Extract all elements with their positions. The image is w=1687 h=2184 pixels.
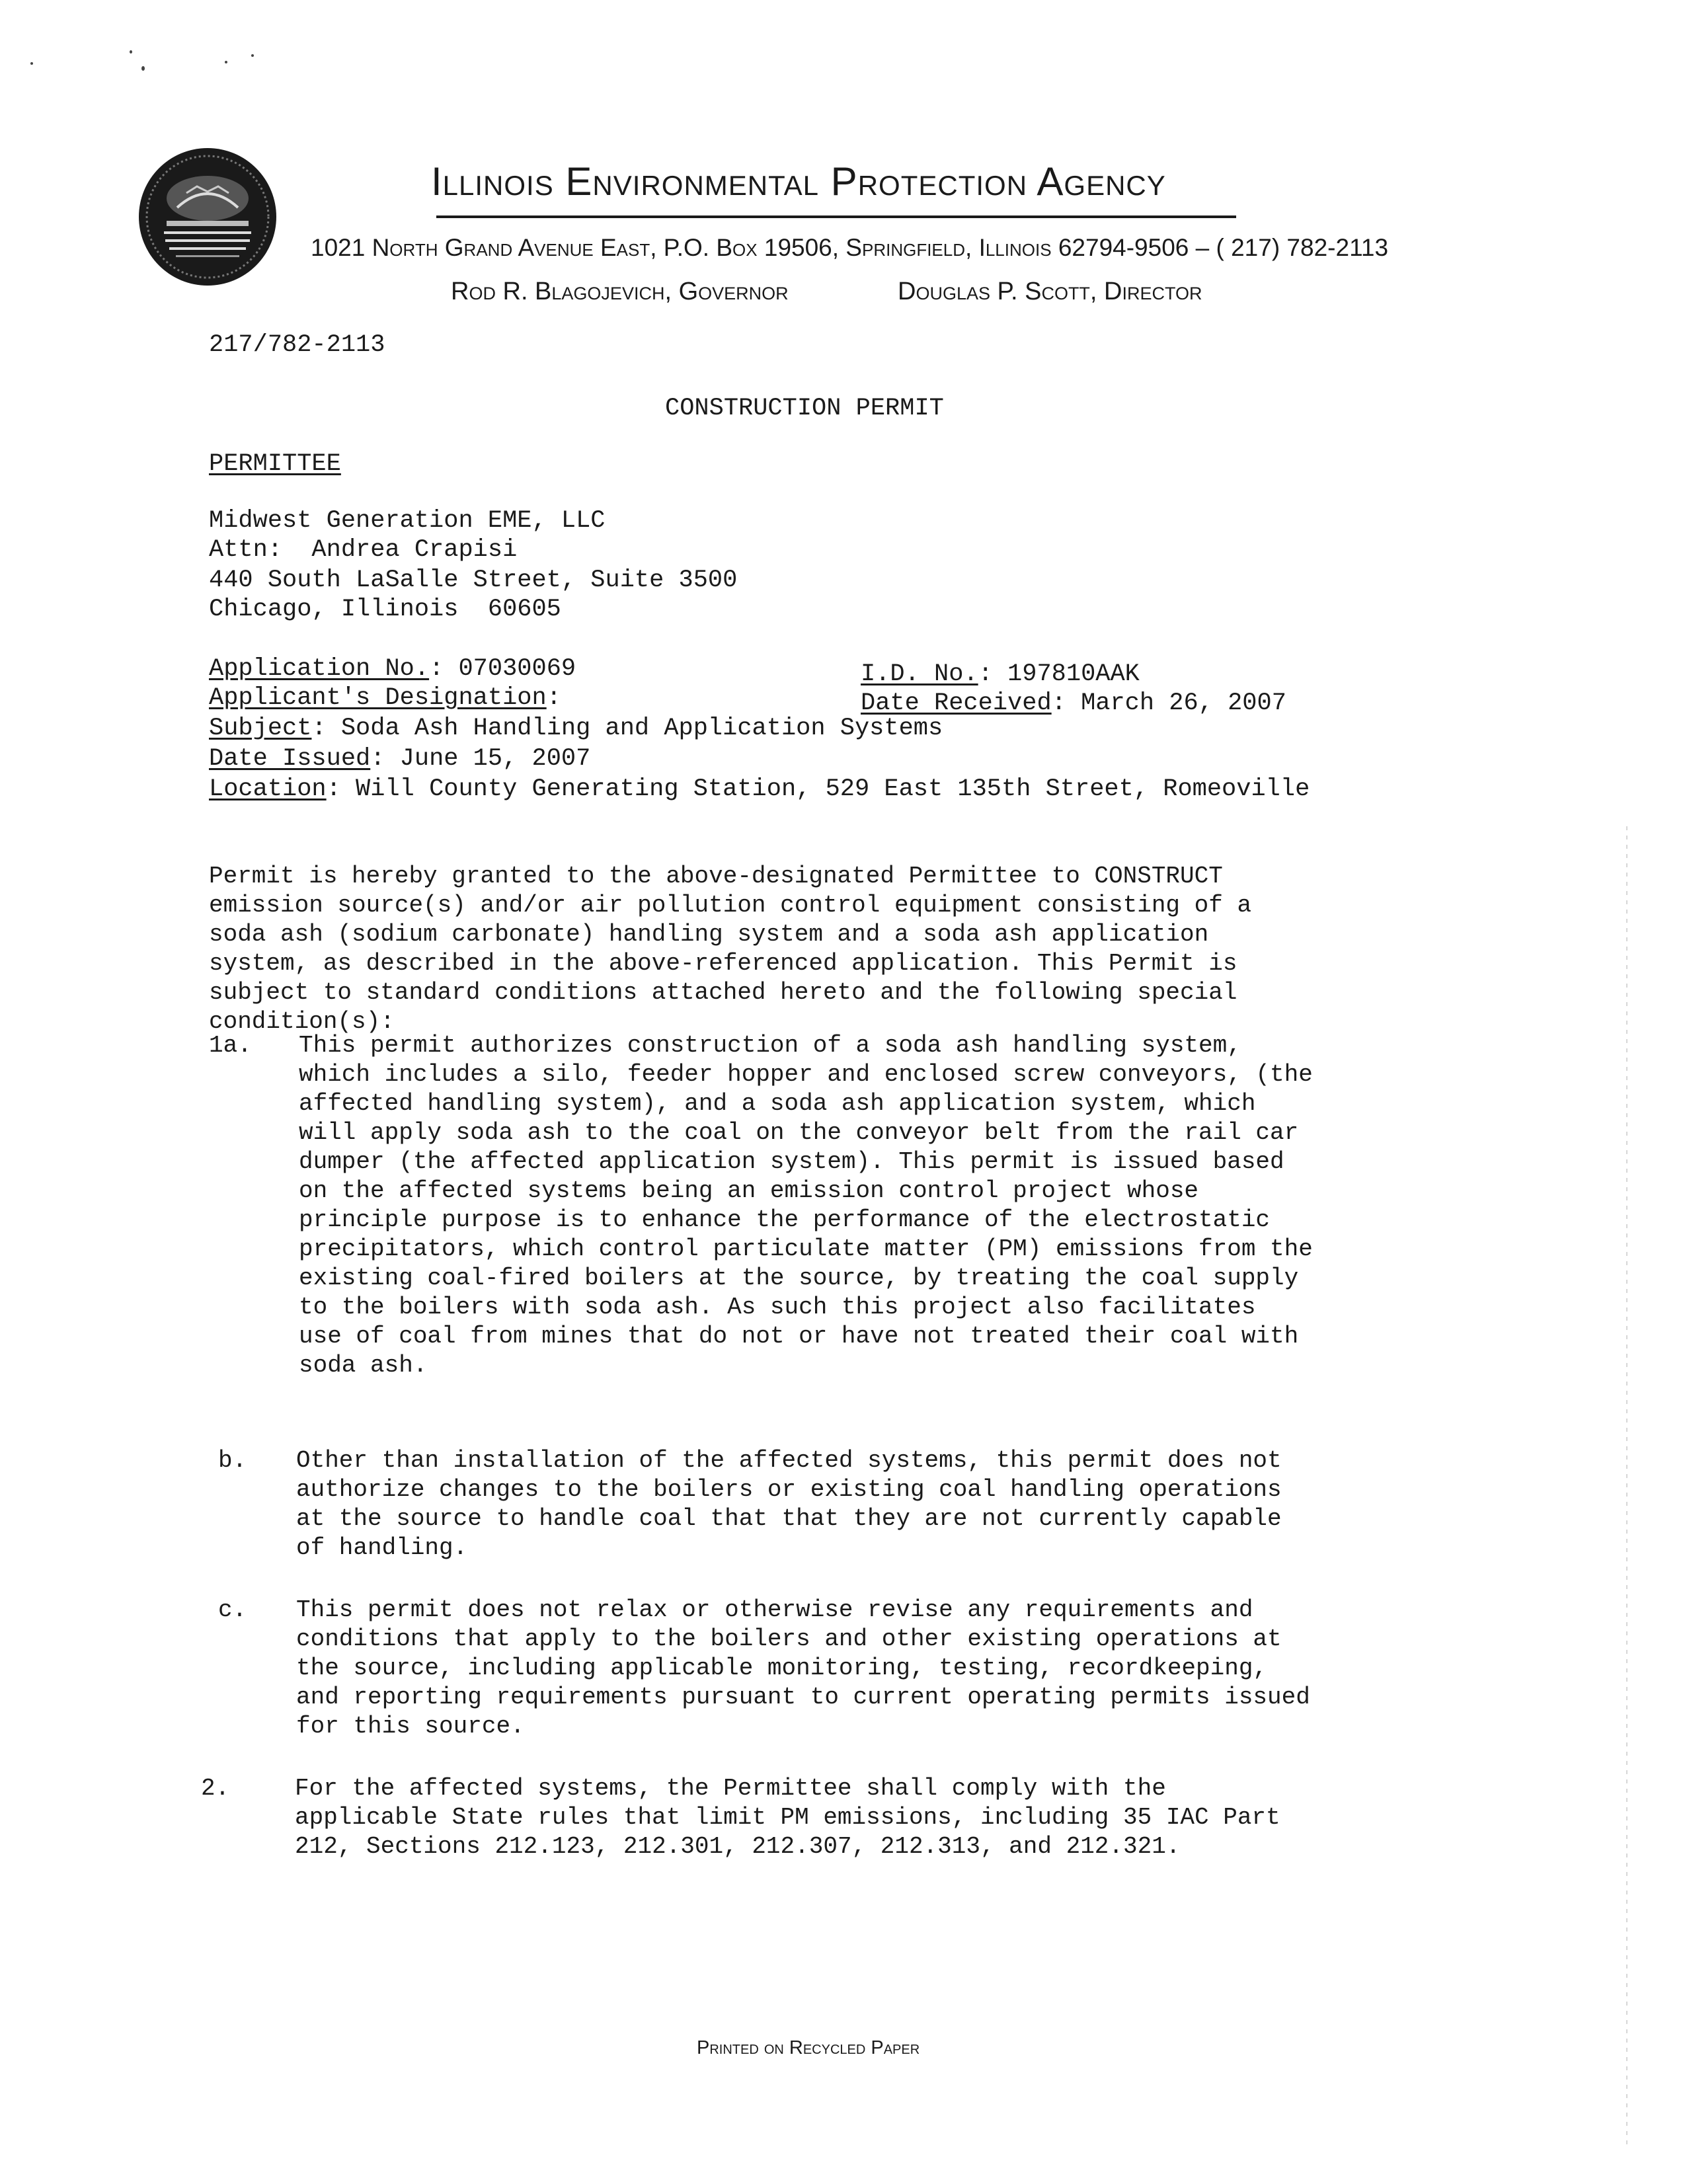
- id-no-row: [861, 660, 1140, 689]
- scan-speck: [141, 66, 145, 71]
- subject-row: [209, 714, 943, 743]
- condition-number: 2.: [201, 1775, 230, 1802]
- condition-text: For the affected systems, the Permittee shall comply with the applicable State rules that limit PM emissions, including 35 IAC Part 212, Sections 212.123, 212.301, 212.307, 212.313, and 212.321.: [295, 1775, 1280, 1860]
- scan-speck: [225, 61, 227, 63]
- subject-label: Subject: [209, 715, 312, 742]
- scan-speck: [30, 62, 33, 65]
- date-received-value: : March 26, 2007: [1051, 689, 1286, 717]
- permittee-street: 440 South LaSalle Street, Suite 3500: [209, 566, 738, 594]
- condition-text: Other than installation of the affected systems, this permit does not authorize changes to the boilers or existing coal handling operations at the source to handle coal that that they are not currently capable of handling.: [296, 1447, 1282, 1561]
- date-issued-label: Date Issued: [209, 745, 371, 773]
- designation-label: Applicant's Designation: [209, 684, 547, 712]
- condition-number: 1a.: [209, 1032, 252, 1059]
- permittee-attn: Attn: Andrea Crapisi: [209, 536, 518, 564]
- designation-row: [209, 683, 561, 713]
- intro-paragraph: Permit is hereby granted to the above-designated Permittee to CONSTRUCT emission source(s) and/or air pollution control equipment consisting of a soda ash (sodium carbonate) handling system and a soda ash application system, as described in the above-referenced application. This Permit is subject to standard conditions attached hereto and the following special condition(s):: [209, 863, 1252, 1035]
- permittee-name: Midwest Generation EME, LLC: [209, 507, 606, 535]
- agency-address: 1021 North Grand Avenue East, P.O. Box 19506, Springfield, Illinois 62794-9506 – ( 217) 782-2113: [311, 234, 1389, 261]
- id-no-label: I.D. No.: [861, 660, 978, 688]
- subject-value: : Soda Ash Handling and Application Systems: [311, 715, 943, 742]
- id-no-value: : 197810AAK: [978, 660, 1140, 688]
- phone-number: 217/782-2113: [209, 331, 385, 359]
- agency-name: Illinois Environmental Protection Agency: [431, 159, 1166, 204]
- date-issued-row: [209, 744, 590, 773]
- agency-seal-icon: [137, 147, 278, 287]
- governor-line: Rod R. Blagojevich, Governor: [451, 278, 789, 305]
- scan-edge-marks: [1626, 826, 1628, 2148]
- condition-number: c.: [218, 1596, 247, 1623]
- condition-text: This permit does not relax or otherwise revise any requirements and conditions that apply to the boilers and other existing operations at the source, including applicable monitoring, testing, recordkeeping, and reporting requirements pursuant to current operating permits issued for this source.: [296, 1596, 1310, 1740]
- document-title: CONSTRUCTION PERMIT: [665, 395, 944, 422]
- scan-speck: [251, 54, 254, 57]
- recycled-paper-footer: Printed on Recycled Paper: [697, 2037, 920, 2058]
- date-received-label: Date Received: [861, 689, 1052, 717]
- location-label: Location: [209, 775, 327, 803]
- location-row: [209, 775, 1310, 804]
- designation-value: :: [546, 684, 561, 712]
- scan-speck: [130, 50, 132, 54]
- permittee-heading: PERMITTEE: [209, 450, 341, 478]
- letterhead-rule: [436, 215, 1236, 218]
- condition-number: b.: [218, 1447, 247, 1474]
- application-no-row: [209, 654, 576, 683]
- location-value: : Will County Generating Station, 529 East 135th Street, Romeoville: [326, 775, 1310, 803]
- date-issued-value: : June 15, 2007: [370, 745, 591, 773]
- condition-text: This permit authorizes construction of a soda ash handling system, which includes a silo, feeder hopper and enclosed screw conveyors, (the affected handling system), and a soda ash application system, which will apply soda ash to the coal on the conveyor belt from the rail car dumper (the affected application system). This permit is issued based on the affected systems being an emission control project whose principle purpose is to enhance the performance of the electrostatic precipitators, which control particulate matter (PM) emissions from the existing coal-fired boilers at the source, by treating the coal supply to the boilers with soda ash. As such this project also facilitates use of coal from mines that do not or have not treated their coal with soda ash.: [299, 1032, 1313, 1379]
- application-no-value: : 07030069: [429, 655, 576, 683]
- director-line: Douglas P. Scott, Director: [898, 278, 1202, 305]
- permittee-city: Chicago, Illinois 60605: [209, 596, 561, 623]
- application-no-label: Application No.: [209, 655, 430, 683]
